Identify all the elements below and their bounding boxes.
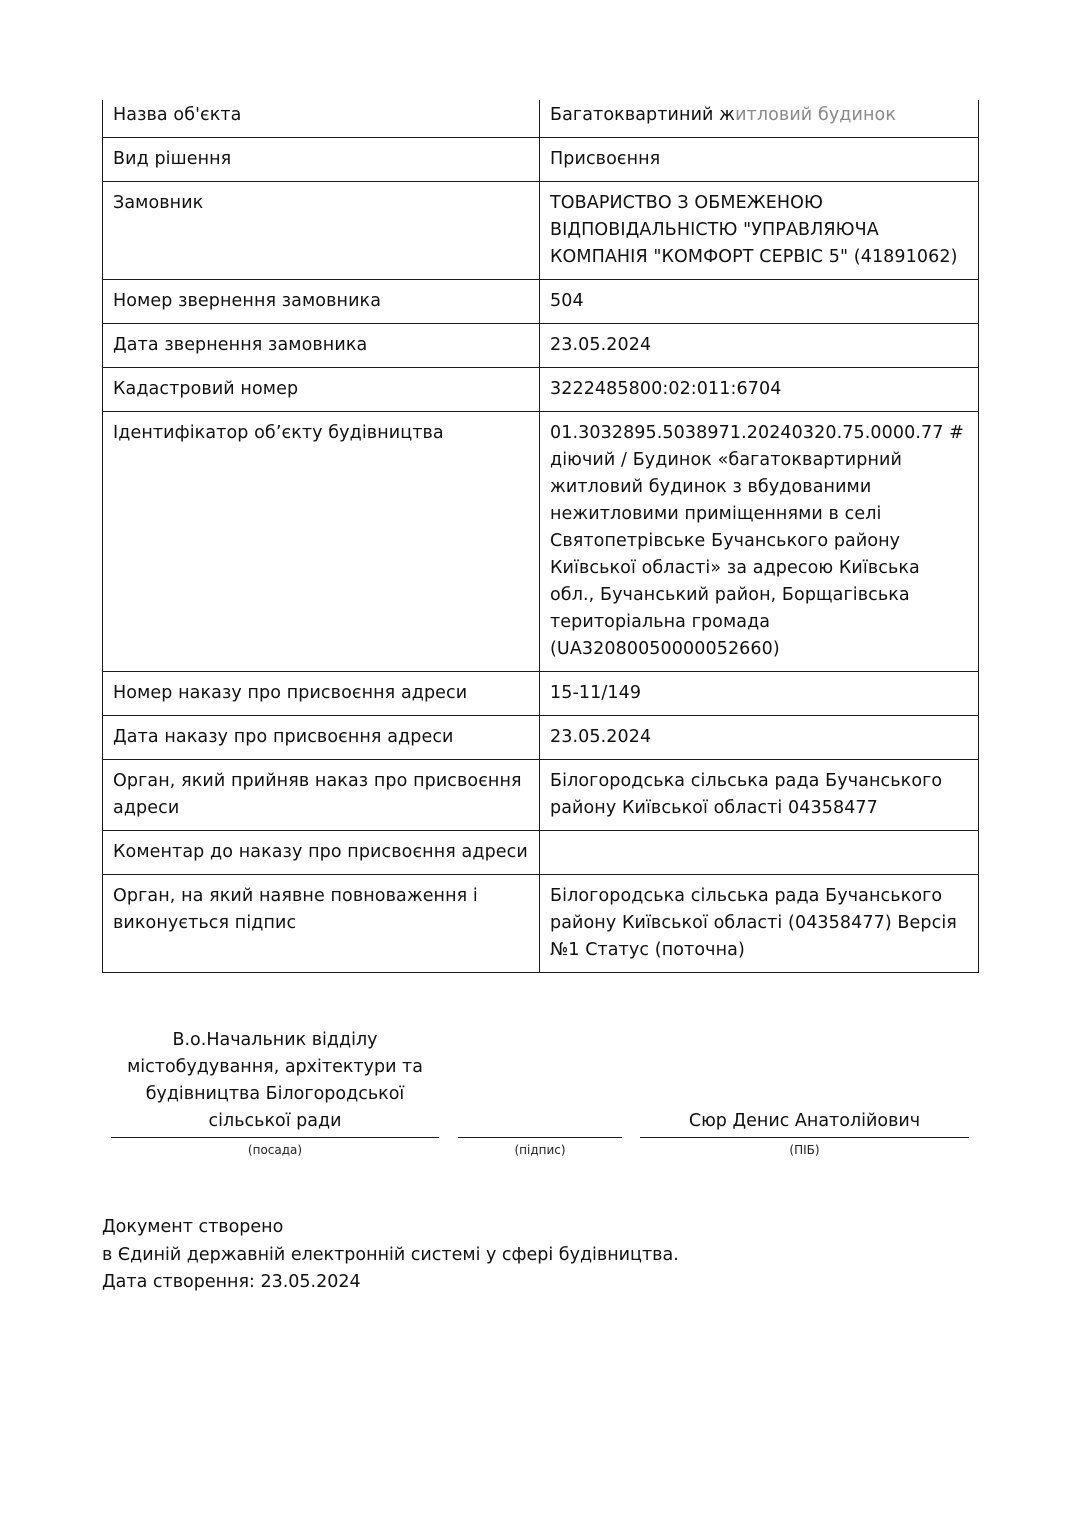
row-value: 23.05.2024 bbox=[540, 324, 979, 368]
caption-position: (посада) bbox=[247, 1143, 303, 1157]
row-value-main: Багатоквартиний ж bbox=[550, 105, 736, 125]
info-table-container bbox=[102, 100, 978, 973]
row-value: 504 bbox=[540, 280, 979, 324]
info-table bbox=[102, 100, 979, 973]
row-label: Назва об'єкта bbox=[103, 100, 540, 138]
table-row-request-date bbox=[103, 324, 979, 368]
table-row-request-number bbox=[103, 280, 979, 324]
row-value: Присвоєння bbox=[540, 138, 979, 182]
caption-name: (ПІБ) bbox=[789, 1143, 820, 1157]
table-row-order-date bbox=[103, 716, 979, 760]
table-row-construction-id bbox=[103, 412, 979, 672]
row-value: 01.3032895.5038971.20240320.75.0000.77 # діючий / Будинок «багатоквартирний житловий будинок з вбудованими нежитловими приміщеннями в селі Святопетрівське Бучанського району Київської області» за адресою Київська обл., Бучанський район, Борщагівська територіальна громада (UA32080050000052660) bbox=[540, 412, 979, 672]
signature-block bbox=[102, 1030, 978, 1160]
row-label: Замовник bbox=[103, 182, 540, 280]
row-value bbox=[540, 831, 979, 875]
row-value: 15-11/149 bbox=[540, 672, 979, 716]
row-label: Дата наказу про присвоєння адреси bbox=[103, 716, 540, 760]
footer-line-system: в Єдиній державній електронній системі у сфері будівництва. bbox=[102, 1244, 679, 1265]
table-row-signing-authority bbox=[103, 875, 979, 973]
signer-name: Сюр Денис Анатолійович bbox=[640, 1108, 969, 1138]
signature-line bbox=[458, 1110, 622, 1138]
caption-signature: (підпис) bbox=[514, 1143, 566, 1157]
row-label: Коментар до наказу про присвоєння адреси bbox=[103, 831, 540, 875]
table-row-object-name bbox=[103, 100, 979, 138]
row-value: Білогородська сільська рада Бучанського району Київської області 04358477 bbox=[540, 760, 979, 831]
row-label: Орган, який прийняв наказ про присвоєння адреси bbox=[103, 760, 540, 831]
row-value bbox=[540, 100, 979, 138]
table-row-order-authority bbox=[103, 760, 979, 831]
footer-line-date: Дата створення: 23.05.2024 bbox=[102, 1272, 361, 1292]
table-row-decision-type bbox=[103, 138, 979, 182]
row-value: 3222485800:02:011:6704 bbox=[540, 368, 979, 412]
row-value: 23.05.2024 bbox=[540, 716, 979, 760]
row-label: Вид рішення bbox=[103, 138, 540, 182]
row-value-faded: итловий будинок bbox=[735, 105, 896, 125]
table-row-customer bbox=[103, 182, 979, 280]
row-value: Білогородська сільська рада Бучанського району Київської області (04358477) Версія №1 Статус (поточна) bbox=[540, 875, 979, 973]
row-label: Дата звернення замовника bbox=[103, 324, 540, 368]
row-label: Ідентифікатор об’єкту будівництва bbox=[103, 412, 540, 672]
table-row-cadastral-number bbox=[103, 368, 979, 412]
row-label: Номер звернення замовника bbox=[103, 280, 540, 324]
row-label: Орган, на який наявне повноваження і виконується підпис bbox=[103, 875, 540, 973]
row-label: Кадастровий номер bbox=[103, 368, 540, 412]
table-row-order-number bbox=[103, 672, 979, 716]
row-value: ТОВАРИСТВО З ОБМЕЖЕНОЮ ВІДПОВІДАЛЬНІСТЮ "УПРАВЛЯЮЧА КОМПАНІЯ "КОМФОРТ СЕРВІС 5" (41891062) bbox=[540, 182, 979, 280]
document-footer bbox=[102, 1214, 978, 1297]
footer-line-created: Документ створено bbox=[102, 1217, 284, 1237]
signer-position: В.о.Начальник відділу містобудування, архітектури та будівництва Білогородської сільської ради bbox=[111, 1027, 439, 1138]
table-row-order-comment bbox=[103, 831, 979, 875]
row-label: Номер наказу про присвоєння адреси bbox=[103, 672, 540, 716]
